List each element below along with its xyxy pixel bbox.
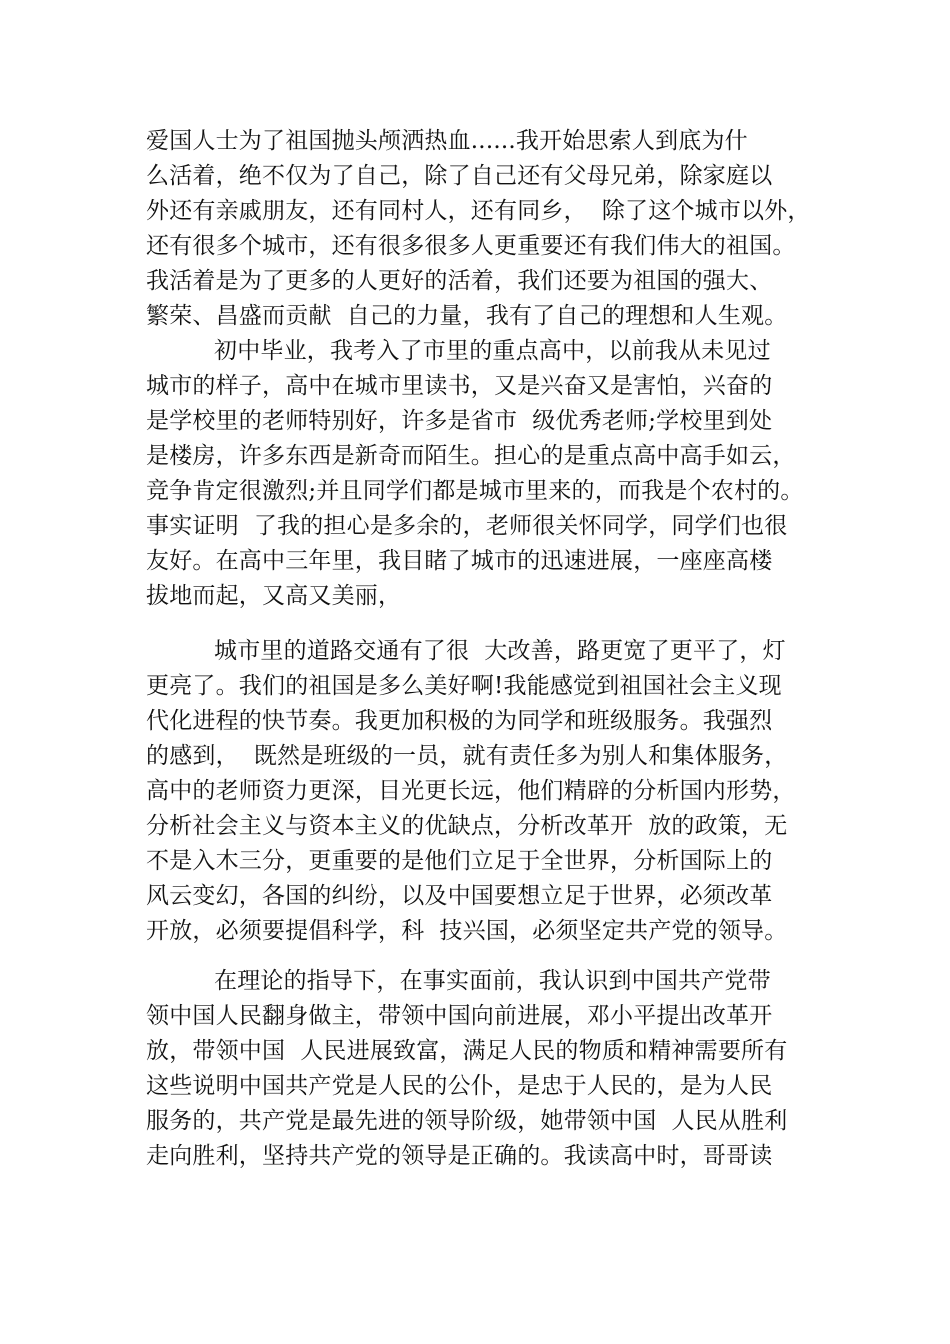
text-line: 外还有亲戚朋友，还有同村人，还有同乡， 除了这个城市以外，	[146, 198, 811, 224]
text-line: 爱国人士为了祖国抛头颅洒热血......我开始思索人到底为什	[146, 128, 748, 154]
paragraph-start-line: 城市里的道路交通有了很 大改善，路更宽了更平了，灯	[214, 638, 786, 664]
text-line: 高中的老师资力更深，目光更长远，他们精辟的分析国内形势，	[146, 778, 796, 804]
text-line: 这些说明中国共产党是人民的公仆，是忠于人民的，是为人民	[146, 1073, 773, 1099]
text-line: 是楼房，许多东西是新奇而陌生。担心的是重点高中高手如云，	[146, 443, 796, 469]
text-line: 竞争肯定很激烈;并且同学们都是城市里来的，而我是个农村的。	[146, 478, 804, 504]
paragraph-start-line: 初中毕业，我考入了市里的重点高中，以前我从未见过	[214, 338, 771, 364]
text-line: 风云变幻，各国的纠纷，以及中国要想立足于世界，必须改革	[146, 883, 773, 909]
text-line: 我活着是为了更多的人更好的活着，我们还要为祖国的强大、	[146, 268, 773, 294]
text-line: 繁荣、昌盛而贡献 自己的力量，我有了自己的理想和人生观。	[146, 303, 788, 329]
text-line: 的感到， 既然是班级的一员，就有责任多为别人和集体服务，	[146, 743, 788, 769]
text-line: 是学校里的老师特别好，许多是省市 级优秀老师;学校里到处	[146, 408, 773, 434]
text-line: 领中国人民翻身做主，带领中国向前进展，邓小平提出改革开	[146, 1003, 773, 1029]
text-line: 走向胜利，坚持共产党的领导是正确的。我读高中时，哥哥读	[146, 1143, 773, 1169]
text-line: 友好。在高中三年里，我目睹了城市的迅速进展，一座座高楼	[146, 548, 773, 574]
text-line: 更亮了。我们的祖国是多么美好啊!我能感觉到祖国社会主义现	[146, 673, 782, 699]
text-line: 开放，必须要提倡科学，科 技兴国，必须坚定共产党的领导。	[146, 918, 788, 944]
text-line: 代化进程的快节奏。我更加积极的为同学和班级服务。我强烈	[146, 708, 773, 734]
text-line: 么活着，绝不仅为了自己，除了自己还有父母兄弟，除家庭以	[146, 163, 773, 189]
text-line: 城市的样子，高中在城市里读书，又是兴奋又是害怕，兴奋的	[146, 373, 773, 399]
text-line: 拔地而起，又高又美丽，	[146, 583, 402, 609]
text-line: 分析社会主义与资本主义的优缺点，分析改革开 放的政策，无	[146, 813, 788, 839]
paragraph-start-line: 在理论的指导下，在事实面前，我认识到中国共产党带	[214, 968, 771, 994]
text-line: 放，带领中国 人民进展致富，满足人民的物质和精神需要所有	[146, 1038, 788, 1064]
text-line: 还有很多个城市，还有很多很多人更重要还有我们伟大的祖国。	[146, 233, 796, 259]
text-line: 不是入木三分，更重要的是他们立足于全世界，分析国际上的	[146, 848, 773, 874]
text-line: 事实证明 了我的担心是多余的，老师很关怀同学，同学们也很	[146, 513, 788, 539]
text-line: 服务的，共产党是最先进的领导阶级，她带领中国 人民从胜利	[146, 1108, 788, 1134]
